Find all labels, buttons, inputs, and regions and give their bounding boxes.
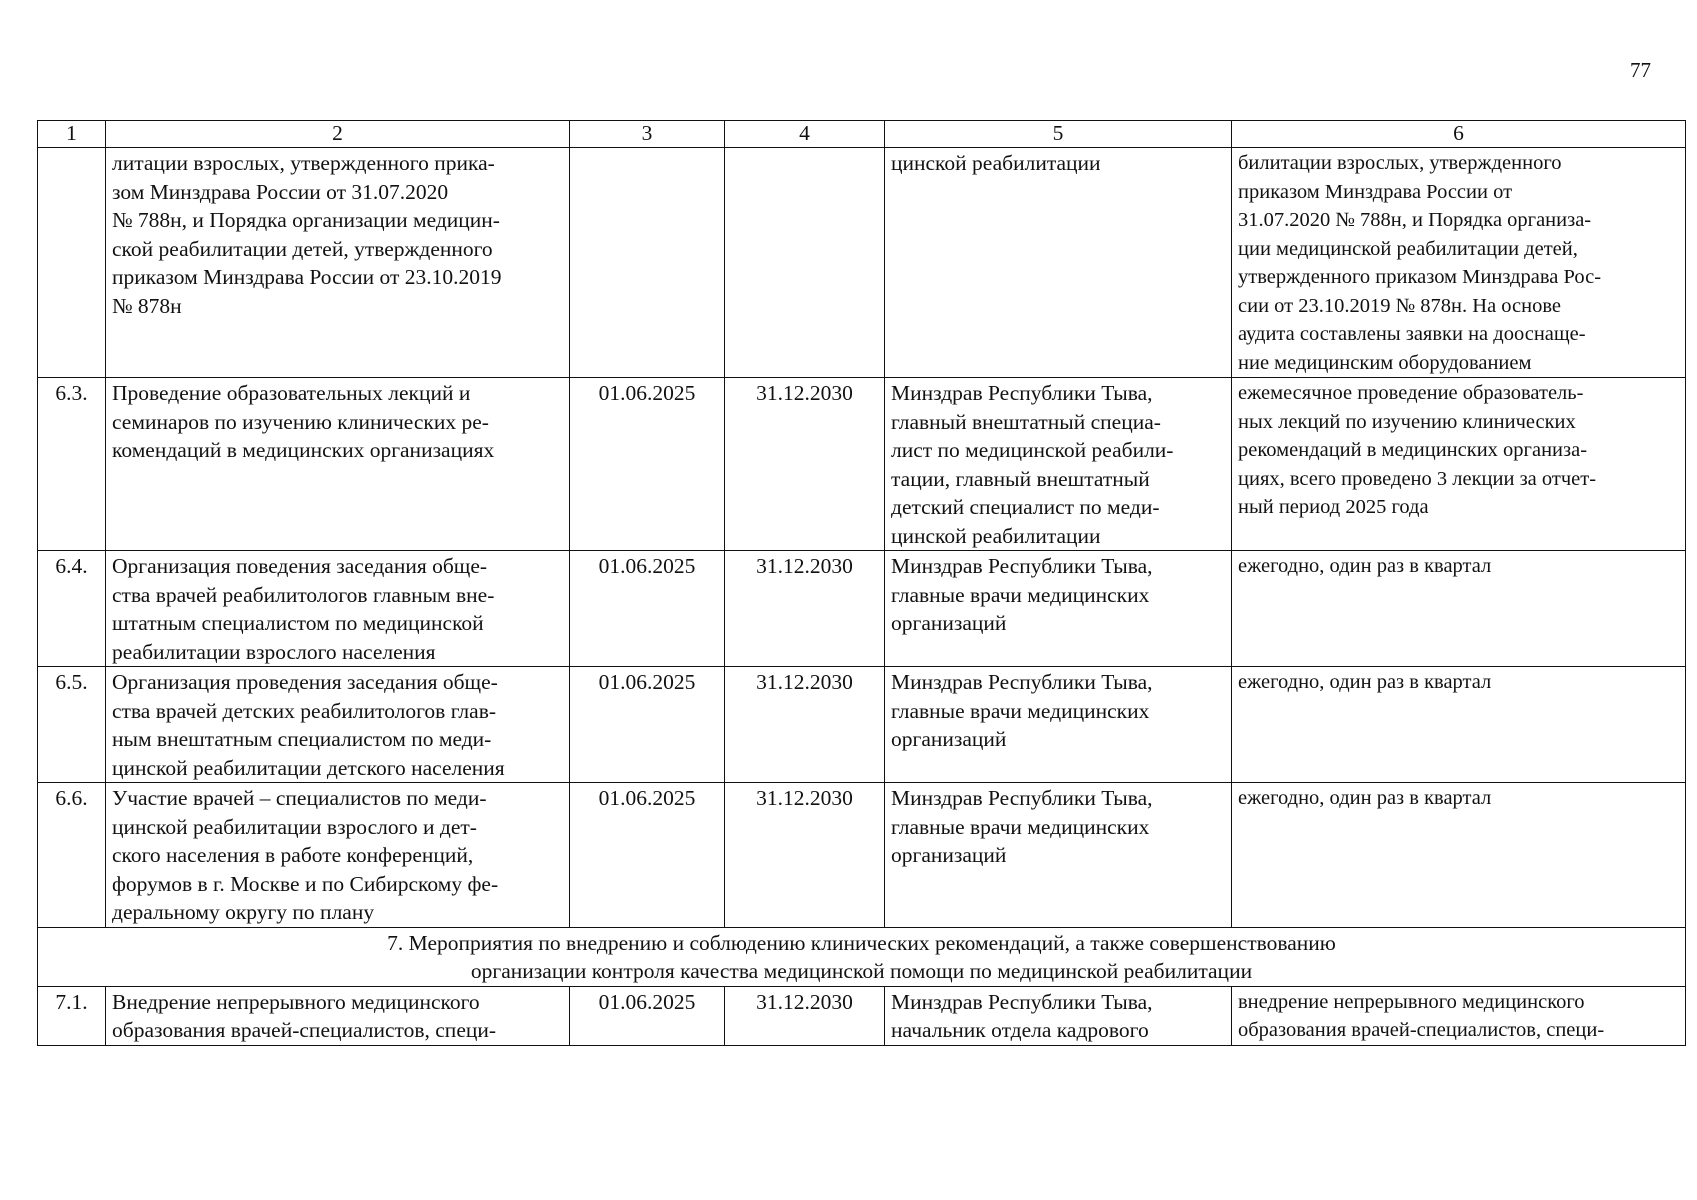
row-number-cell [38,148,106,378]
description-cell: Внедрение непрерывного медицинского образования врачей-специалистов, специ- [106,986,570,1045]
end-date-cell: 31.12.2030 [725,986,885,1045]
result-cell: билитации взрослых, утвержденного приказом Минздрава России от 31.07.2020 № 788н, и Порядка организа- ции медицинской реабилитации детей, утвержденного приказом Минздрава Рос- сии от 23.10.2019 № 878н. На основе аудита составлены заявки на дооснаще- ние медицинским оборудованием [1232,148,1686,378]
end-date-cell: 31.12.2030 [725,551,885,667]
column-header-1: 1 [38,121,106,148]
section-heading: 7. Мероприятия по внедрению и соблюдению клинических рекомендаций, а также совершенствованию организации контроля качества медицинской помощи по медицинской реабилитации [38,927,1686,986]
table-row-continuation [38,148,1686,378]
end-date-cell [725,148,885,378]
result-cell: ежегодно, один раз в квартал [1232,667,1686,783]
start-date-cell: 01.06.2025 [570,783,725,928]
column-header-4: 4 [725,121,885,148]
result-cell: ежегодно, один раз в квартал [1232,551,1686,667]
section-heading-row [38,927,1686,986]
start-date-cell: 01.06.2025 [570,378,725,551]
responsible-cell: Минздрав Республики Тыва, начальник отдела кадрового [885,986,1232,1045]
end-date-cell: 31.12.2030 [725,667,885,783]
action-plan-table [37,120,1686,1046]
responsible-cell: Минздрав Республики Тыва, главные врачи медицинских организаций [885,667,1232,783]
column-header-5: 5 [885,121,1232,148]
result-cell: ежегодно, один раз в квартал [1232,783,1686,928]
row-number-cell: 7.1. [38,986,106,1045]
result-cell: внедрение непрерывного медицинского образования врачей-специалистов, специ- [1232,986,1686,1045]
start-date-cell: 01.06.2025 [570,667,725,783]
row-number-cell: 6.6. [38,783,106,928]
table-row [38,783,1686,928]
end-date-cell: 31.12.2030 [725,378,885,551]
description-cell: Проведение образовательных лекций и семинаров по изучению клинических ре- комендаций в медицинских организациях [106,378,570,551]
table-row [38,667,1686,783]
column-header-3: 3 [570,121,725,148]
row-number-cell: 6.5. [38,667,106,783]
description-cell: Участие врачей – специалистов по меди- цинской реабилитации взрослого и дет- ского населения в работе конференций, форумов в г. Москве и по Сибирскому фе- деральному округу по плану [106,783,570,928]
table-row [38,986,1686,1045]
row-number-cell: 6.4. [38,551,106,667]
column-header-6: 6 [1232,121,1686,148]
responsible-cell: Минздрав Республики Тыва, главные врачи медицинских организаций [885,551,1232,667]
description-cell: литации взрослых, утвержденного прика- зом Минздрава России от 31.07.2020 № 788н, и Порядка организации медицин- ской реабилитации детей, утвержденного приказом Минздрава России от 23.10.2019 № 878н [106,148,570,378]
column-header-2: 2 [106,121,570,148]
table-row [38,551,1686,667]
description-cell: Организация проведения заседания обще- ства врачей детских реабилитологов глав- ным внештатным специалистом по меди- цинской реабилитации детского населения [106,667,570,783]
responsible-cell: Минздрав Республики Тыва, главный внештатный специа- лист по медицинской реабили- тации, главный внештатный детский специалист по меди- цинской реабилитации [885,378,1232,551]
table-row [38,378,1686,551]
responsible-cell: цинской реабилитации [885,148,1232,378]
responsible-cell: Минздрав Республики Тыва, главные врачи медицинских организаций [885,783,1232,928]
end-date-cell: 31.12.2030 [725,783,885,928]
start-date-cell: 01.06.2025 [570,986,725,1045]
column-number-header-row [38,121,1686,148]
row-number-cell: 6.3. [38,378,106,551]
page-number: 77 [1630,58,1651,82]
result-cell: ежемесячное проведение образователь- ных лекций по изучению клинических рекомендаций в медицинских организа- циях, всего проведено 3 лекции за отчет- ный период 2025 года [1232,378,1686,551]
start-date-cell: 01.06.2025 [570,551,725,667]
start-date-cell [570,148,725,378]
description-cell: Организация поведения заседания обще- ства врачей реабилитологов главным вне- штатным специалистом по медицинской реабилитации взрослого населения [106,551,570,667]
